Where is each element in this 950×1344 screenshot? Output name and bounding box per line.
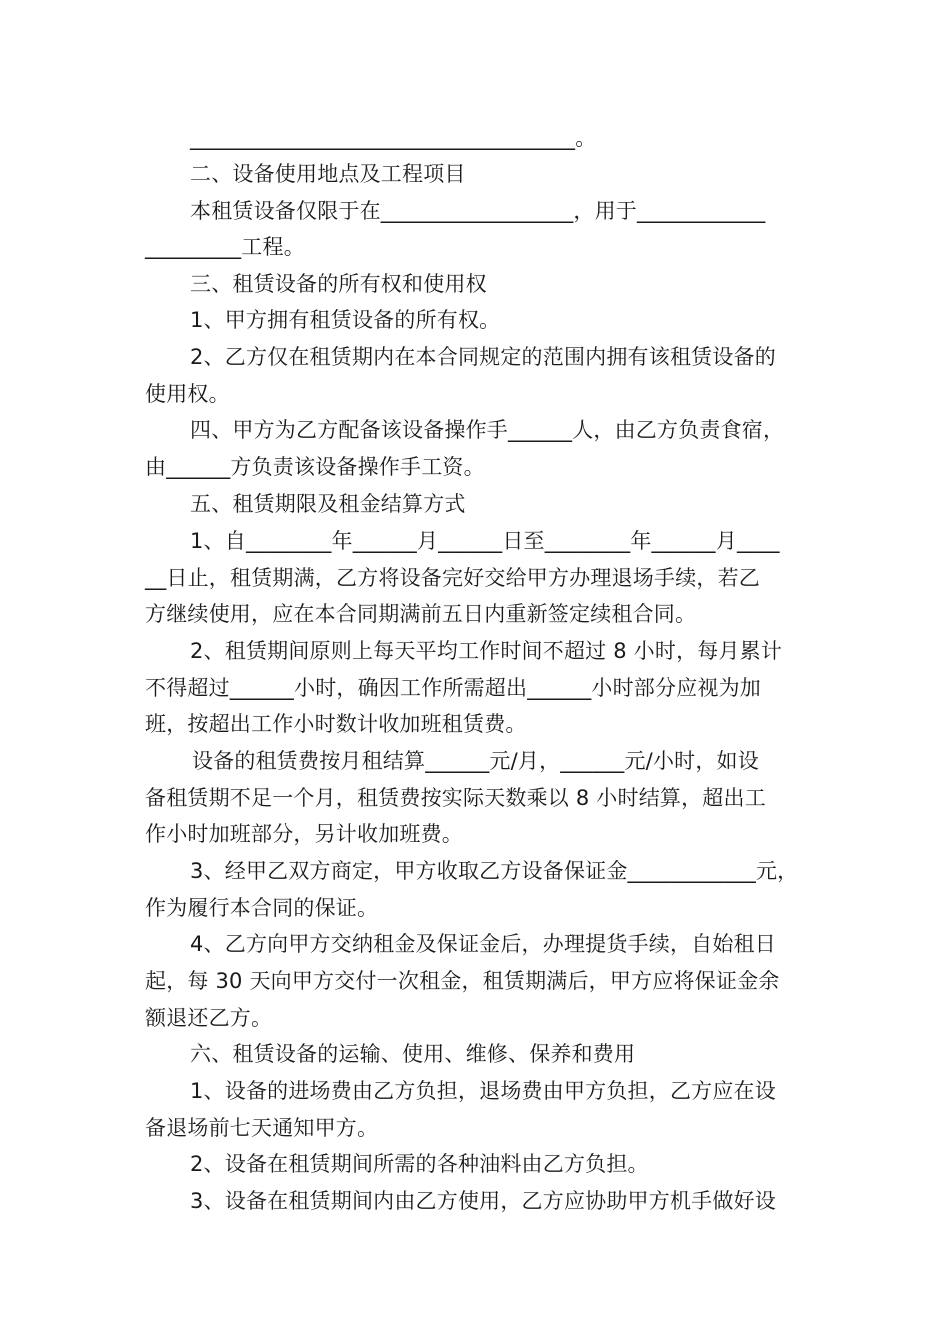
paragraph-line: 设备的租赁费按月租结算______元/月，______元/小时，如设 <box>192 749 759 773</box>
paragraph-line: 备租赁期不足一个月，租赁费按实际天数乘以 8 小时结算，超出工 <box>145 786 766 810</box>
paragraph-line: 不得超过______小时，确因工作所需超出______小时部分应视为加 <box>145 676 761 700</box>
paragraph-line: 4、乙方向甲方交纳租金及保证金后，办理提货手续，自始租日 <box>190 932 776 956</box>
paragraph-line: 2、租赁期间原则上每天平均工作时间不超过 8 小时，每月累计 <box>190 639 783 663</box>
paragraph-line: 起，每 30 天向甲方交付一次租金，租赁期满后，甲方应将保证金余 <box>145 969 780 993</box>
paragraph-line: 方继续使用，应在本合同期满前五日内重新签定续租合同。 <box>145 602 697 626</box>
paragraph-line: 2、乙方仅在租赁期内在本合同规定的范围内拥有该租赁设备的 <box>190 345 776 369</box>
paragraph-line: 由______方负责该设备操作手工资。 <box>145 455 485 479</box>
paragraph-line: 班，按超出工作小时数计收加班租赁费。 <box>145 712 527 736</box>
paragraph-line: __日止，租赁期满，乙方将设备完好交给甲方办理退场手续，若乙 <box>145 566 760 590</box>
paragraph-line: 3、经甲乙双方商定，甲方收取乙方设备保证金____________元， <box>190 859 799 883</box>
paragraph-line: 1、设备的进场费由乙方负担，退场费由甲方负担，乙方应在设 <box>190 1079 776 1103</box>
section-6-heading: 六、租赁设备的运输、使用、维修、保养和费用 <box>190 1042 636 1066</box>
blank-line-end: ____________________________________。 <box>190 126 597 150</box>
paragraph-line: 1、自________年______月______日至________年______月____ <box>190 529 780 553</box>
paragraph-line: 3、设备在租赁期间内由乙方使用，乙方应协助甲方机手做好设 <box>190 1189 776 1213</box>
paragraph-line: 2、设备在租赁期间所需的各种油料由乙方负担。 <box>190 1152 649 1176</box>
paragraph-line: 使用权。 <box>145 382 230 406</box>
section-4-heading: 四、甲方为乙方配备该设备操作手______人，由乙方负责食宿， <box>190 418 785 442</box>
paragraph-line: _________工程。 <box>145 235 305 259</box>
section-2-heading: 二、设备使用地点及工程项目 <box>190 162 466 186</box>
paragraph-line: 1、甲方拥有租赁设备的所有权。 <box>190 308 501 332</box>
paragraph-line: 作小时加班部分，另计收加班费。 <box>145 822 463 846</box>
paragraph-line: 本租赁设备仅限于在__________________，用于____________ <box>190 199 766 223</box>
section-3-heading: 三、租赁设备的所有权和使用权 <box>190 272 487 296</box>
paragraph-line: 作为履行本合同的保证。 <box>145 896 379 920</box>
paragraph-line: 额退还乙方。 <box>145 1006 273 1030</box>
paragraph-line: 备退场前七天通知甲方。 <box>145 1116 379 1140</box>
section-5-heading: 五、租赁期限及租金结算方式 <box>190 492 466 516</box>
